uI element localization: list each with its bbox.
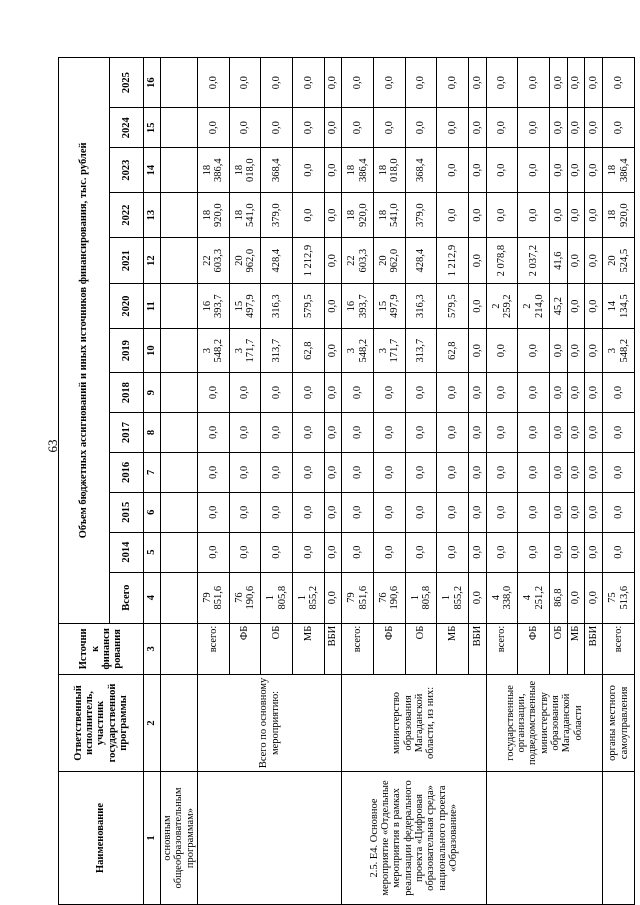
empty-cell <box>161 452 198 492</box>
funding-source-cell: ФБ <box>518 623 550 674</box>
amount-cell: 0,0 <box>486 492 518 532</box>
amount-cell: 0,0 <box>567 452 585 492</box>
amount-cell: 579,5 <box>437 284 469 329</box>
column-number: 14 <box>144 148 161 193</box>
amount-cell: 18 386,4 <box>197 148 229 193</box>
amount-cell: 0,0 <box>469 193 487 238</box>
amount-cell: 0,0 <box>550 108 568 148</box>
empty-cell <box>161 532 198 572</box>
amount-cell: 379,0 <box>405 193 437 238</box>
amount-cell: 0,0 <box>229 492 261 532</box>
amount-cell: 0,0 <box>469 284 487 329</box>
amount-cell: 0,0 <box>518 108 550 148</box>
amount-cell: 0,0 <box>229 58 261 108</box>
table-row <box>197 58 229 905</box>
amount-cell: 0,0 <box>261 108 293 148</box>
amount-cell: 0,0 <box>567 329 585 373</box>
amount-cell: 0,0 <box>518 58 550 108</box>
executor-cell: министерство образования Магаданской области, из них: <box>342 674 486 771</box>
table-header <box>59 58 161 905</box>
table-row <box>161 58 198 905</box>
amount-cell: 0,0 <box>324 329 342 373</box>
amount-cell: 0,0 <box>585 108 603 148</box>
amount-cell: 0,0 <box>261 58 293 108</box>
table-row <box>603 58 635 905</box>
funding-source-cell: ВБИ <box>585 623 603 674</box>
amount-cell: 20 962,0 <box>229 238 261 284</box>
amount-cell: 313,7 <box>405 329 437 373</box>
column-number: 15 <box>144 108 161 148</box>
measure-name-cell: 2.5. Е4. Основное мероприятие «Отдельные мероприятия в рамках реализации федерального проекта «Цифровая образовательная среда» национального проекта «Образование» <box>342 772 486 905</box>
amount-cell: 0,0 <box>293 58 325 108</box>
column-number: 4 <box>144 572 161 623</box>
amount-cell: 0,0 <box>261 492 293 532</box>
amount-cell: 316,3 <box>405 284 437 329</box>
amount-cell: 0,0 <box>518 492 550 532</box>
amount-cell: 0,0 <box>342 58 374 108</box>
amount-cell: 16 393,7 <box>342 284 374 329</box>
amount-cell: 0,0 <box>324 108 342 148</box>
amount-cell: 0,0 <box>197 492 229 532</box>
amount-cell: 0,0 <box>550 373 568 413</box>
amount-cell: 0,0 <box>293 452 325 492</box>
amount-cell: 0,0 <box>437 148 469 193</box>
amount-cell: 316,3 <box>261 284 293 329</box>
amount-cell: 0,0 <box>293 193 325 238</box>
amount-cell: 1 805,8 <box>261 572 293 623</box>
funding-source-cell: МБ <box>293 623 325 674</box>
amount-cell: 0,0 <box>261 532 293 572</box>
table-row <box>486 58 518 905</box>
amount-cell: 18 920,0 <box>197 193 229 238</box>
header-year: 2016 <box>110 452 144 492</box>
amount-cell: 0,0 <box>324 532 342 572</box>
table-body <box>161 58 635 905</box>
amount-cell: 18 018,0 <box>229 148 261 193</box>
header-year: 2024 <box>110 108 144 148</box>
amount-cell: 41,6 <box>550 238 568 284</box>
amount-cell: 0,0 <box>567 373 585 413</box>
amount-cell: 0,0 <box>567 193 585 238</box>
amount-cell: 2 037,2 <box>518 238 550 284</box>
amount-cell: 0,0 <box>324 413 342 453</box>
amount-cell: 0,0 <box>603 108 635 148</box>
amount-cell: 0,0 <box>437 373 469 413</box>
empty-cell <box>161 238 198 284</box>
amount-cell: 0,0 <box>197 452 229 492</box>
header-year: 2022 <box>110 193 144 238</box>
amount-cell: 62,8 <box>293 329 325 373</box>
amount-cell: 0,0 <box>374 492 406 532</box>
amount-cell: 0,0 <box>518 532 550 572</box>
header-year: Всего <box>110 572 144 623</box>
amount-cell: 368,4 <box>261 148 293 193</box>
empty-cell <box>161 284 198 329</box>
empty-cell <box>161 148 198 193</box>
amount-cell: 1 212,9 <box>437 238 469 284</box>
measure-name-cell: основным общеобразовательным программам» <box>161 772 198 905</box>
amount-cell: 0,0 <box>324 284 342 329</box>
amount-cell: 2 259,2 <box>486 284 518 329</box>
table-row <box>342 58 374 905</box>
empty-cell <box>161 572 198 623</box>
header-volume: Объем бюджетных ассигнований и иных источников финансирования, тыс. рублей <box>59 58 110 624</box>
amount-cell: 0,0 <box>324 452 342 492</box>
amount-cell: 0,0 <box>469 452 487 492</box>
amount-cell: 18 920,0 <box>342 193 374 238</box>
amount-cell: 18 386,4 <box>603 148 635 193</box>
amount-cell: 368,4 <box>405 148 437 193</box>
funding-source-cell: ФБ <box>229 623 261 674</box>
amount-cell: 0,0 <box>603 492 635 532</box>
funding-source-cell: ФБ <box>374 623 406 674</box>
amount-cell: 3 548,2 <box>603 329 635 373</box>
header-year: 2023 <box>110 148 144 193</box>
amount-cell: 0,0 <box>603 452 635 492</box>
amount-cell: 0,0 <box>324 373 342 413</box>
amount-cell: 0,0 <box>293 413 325 453</box>
rotated-page <box>58 0 635 905</box>
header-year: 2025 <box>110 58 144 108</box>
amount-cell: 0,0 <box>550 492 568 532</box>
amount-cell: 0,0 <box>437 413 469 453</box>
amount-cell: 0,0 <box>550 452 568 492</box>
executor-cell: Всего по основному мероприятию: <box>197 674 341 771</box>
amount-cell: 0,0 <box>585 452 603 492</box>
amount-cell: 3 171,7 <box>374 329 406 373</box>
amount-cell: 0,0 <box>469 58 487 108</box>
funding-source-cell: всего: <box>342 623 374 674</box>
amount-cell: 79 851,6 <box>342 572 374 623</box>
amount-cell: 0,0 <box>486 413 518 453</box>
amount-cell: 0,0 <box>293 492 325 532</box>
amount-cell: 0,0 <box>585 193 603 238</box>
executor-cell: органы местного самоуправления <box>603 674 635 771</box>
amount-cell: 0,0 <box>405 413 437 453</box>
amount-cell: 0,0 <box>374 58 406 108</box>
funding-source-cell: всего: <box>603 623 635 674</box>
amount-cell: 0,0 <box>469 572 487 623</box>
amount-cell: 20 524,5 <box>603 238 635 284</box>
header-year: 2015 <box>110 492 144 532</box>
amount-cell: 0,0 <box>518 452 550 492</box>
amount-cell: 18 018,0 <box>374 148 406 193</box>
amount-cell: 0,0 <box>603 532 635 572</box>
amount-cell: 0,0 <box>437 492 469 532</box>
amount-cell: 0,0 <box>486 452 518 492</box>
column-number: 12 <box>144 238 161 284</box>
amount-cell: 0,0 <box>405 58 437 108</box>
amount-cell: 0,0 <box>518 329 550 373</box>
amount-cell: 75 513,6 <box>603 572 635 623</box>
amount-cell: 0,0 <box>550 532 568 572</box>
amount-cell: 1 805,8 <box>405 572 437 623</box>
funding-source-cell: всего: <box>486 623 518 674</box>
amount-cell: 0,0 <box>229 413 261 453</box>
financing-table <box>58 57 635 905</box>
amount-cell: 1 212,9 <box>293 238 325 284</box>
amount-cell: 0,0 <box>585 238 603 284</box>
amount-cell: 0,0 <box>486 108 518 148</box>
amount-cell: 0,0 <box>197 58 229 108</box>
empty-cell <box>161 373 198 413</box>
amount-cell: 0,0 <box>405 532 437 572</box>
amount-cell: 0,0 <box>518 148 550 193</box>
amount-cell: 0,0 <box>261 373 293 413</box>
column-number: 16 <box>144 58 161 108</box>
amount-cell: 0,0 <box>486 148 518 193</box>
amount-cell: 0,0 <box>550 329 568 373</box>
amount-cell: 18 386,4 <box>342 148 374 193</box>
column-number: 3 <box>144 623 161 674</box>
header-executor: Ответственный исполнитель, участник государственной программы <box>59 674 144 771</box>
column-number: 9 <box>144 373 161 413</box>
column-number: 10 <box>144 329 161 373</box>
rotated-table-wrapper <box>58 57 635 905</box>
amount-cell: 0,0 <box>469 373 487 413</box>
amount-cell: 0,0 <box>293 108 325 148</box>
amount-cell: 2 214,0 <box>518 284 550 329</box>
amount-cell: 76 190,6 <box>229 572 261 623</box>
amount-cell: 0,0 <box>229 108 261 148</box>
amount-cell: 0,0 <box>374 413 406 453</box>
amount-cell: 313,7 <box>261 329 293 373</box>
amount-cell: 18 541,0 <box>374 193 406 238</box>
amount-cell: 4 251,2 <box>518 572 550 623</box>
empty-cell <box>161 492 198 532</box>
funding-source-cell: ОБ <box>261 623 293 674</box>
amount-cell: 0,0 <box>293 148 325 193</box>
amount-cell: 0,0 <box>486 329 518 373</box>
amount-cell: 3 548,2 <box>342 329 374 373</box>
amount-cell: 0,0 <box>469 238 487 284</box>
amount-cell: 22 603,3 <box>342 238 374 284</box>
amount-cell: 0,0 <box>585 58 603 108</box>
amount-cell: 0,0 <box>585 492 603 532</box>
amount-cell: 0,0 <box>469 148 487 193</box>
amount-cell: 0,0 <box>567 58 585 108</box>
amount-cell: 0,0 <box>437 108 469 148</box>
amount-cell: 0,0 <box>469 108 487 148</box>
amount-cell: 45,2 <box>550 284 568 329</box>
amount-cell: 0,0 <box>342 373 374 413</box>
amount-cell: 0,0 <box>585 413 603 453</box>
funding-source-cell: МБ <box>567 623 585 674</box>
amount-cell: 16 393,7 <box>197 284 229 329</box>
amount-cell: 0,0 <box>518 413 550 453</box>
amount-cell: 0,0 <box>405 373 437 413</box>
funding-source-cell: всего: <box>197 623 229 674</box>
amount-cell: 428,4 <box>405 238 437 284</box>
amount-cell: 0,0 <box>518 373 550 413</box>
header-year: 2017 <box>110 413 144 453</box>
amount-cell: 579,5 <box>293 284 325 329</box>
amount-cell: 0,0 <box>374 452 406 492</box>
amount-cell: 0,0 <box>567 238 585 284</box>
column-number: 2 <box>144 674 161 771</box>
amount-cell: 2 078,8 <box>486 238 518 284</box>
amount-cell: 0,0 <box>342 413 374 453</box>
amount-cell: 0,0 <box>486 58 518 108</box>
amount-cell: 0,0 <box>342 532 374 572</box>
amount-cell: 0,0 <box>374 373 406 413</box>
page-number: 63 <box>45 439 60 453</box>
amount-cell: 0,0 <box>405 452 437 492</box>
amount-cell: 0,0 <box>229 532 261 572</box>
amount-cell: 15 497,9 <box>229 284 261 329</box>
amount-cell: 0,0 <box>603 413 635 453</box>
amount-cell: 0,0 <box>261 452 293 492</box>
amount-cell: 1 855,2 <box>437 572 469 623</box>
amount-cell: 0,0 <box>567 108 585 148</box>
amount-cell: 0,0 <box>437 532 469 572</box>
column-number: 8 <box>144 413 161 453</box>
empty-cell <box>161 193 198 238</box>
amount-cell: 0,0 <box>518 193 550 238</box>
amount-cell: 76 190,6 <box>374 572 406 623</box>
amount-cell: 428,4 <box>261 238 293 284</box>
amount-cell: 0,0 <box>324 572 342 623</box>
amount-cell: 0,0 <box>342 492 374 532</box>
amount-cell: 1 855,2 <box>293 572 325 623</box>
amount-cell: 0,0 <box>603 373 635 413</box>
amount-cell: 0,0 <box>486 193 518 238</box>
amount-cell: 0,0 <box>197 108 229 148</box>
amount-cell: 0,0 <box>324 148 342 193</box>
amount-cell: 0,0 <box>437 58 469 108</box>
header-year: 2014 <box>110 532 144 572</box>
amount-cell: 0,0 <box>293 373 325 413</box>
amount-cell: 0,0 <box>469 413 487 453</box>
header-year: 2019 <box>110 329 144 373</box>
amount-cell: 0,0 <box>567 413 585 453</box>
amount-cell: 0,0 <box>293 532 325 572</box>
amount-cell: 0,0 <box>197 413 229 453</box>
amount-cell: 0,0 <box>437 193 469 238</box>
amount-cell: 0,0 <box>603 58 635 108</box>
amount-cell: 15 497,9 <box>374 284 406 329</box>
amount-cell: 0,0 <box>197 373 229 413</box>
column-number: 6 <box>144 492 161 532</box>
funding-source-cell: ОБ <box>550 623 568 674</box>
empty-cell <box>161 329 198 373</box>
column-number: 11 <box>144 284 161 329</box>
amount-cell: 0,0 <box>486 373 518 413</box>
amount-cell: 0,0 <box>585 373 603 413</box>
funding-source-cell: ВБИ <box>324 623 342 674</box>
amount-cell: 0,0 <box>585 284 603 329</box>
header-year: 2021 <box>110 238 144 284</box>
amount-cell: 0,0 <box>585 148 603 193</box>
funding-source-cell: ОБ <box>405 623 437 674</box>
amount-cell: 0,0 <box>550 193 568 238</box>
funding-source-cell: ВБИ <box>469 623 487 674</box>
amount-cell: 0,0 <box>405 108 437 148</box>
amount-cell: 0,0 <box>374 108 406 148</box>
amount-cell: 0,0 <box>342 452 374 492</box>
amount-cell: 0,0 <box>567 572 585 623</box>
amount-cell: 0,0 <box>550 58 568 108</box>
amount-cell: 0,0 <box>324 238 342 284</box>
empty-cell <box>161 58 198 108</box>
measure-name-cell <box>486 772 602 905</box>
amount-cell: 0,0 <box>405 492 437 532</box>
measure-name-cell <box>603 772 635 905</box>
amount-cell: 0,0 <box>567 148 585 193</box>
amount-cell: 0,0 <box>324 193 342 238</box>
amount-cell: 0,0 <box>550 148 568 193</box>
amount-cell: 14 134,5 <box>603 284 635 329</box>
amount-cell: 0,0 <box>469 329 487 373</box>
executor-cell <box>161 674 198 771</box>
header-name: Наименование <box>59 772 144 905</box>
amount-cell: 62,8 <box>437 329 469 373</box>
empty-cell <box>161 108 198 148</box>
amount-cell: 0,0 <box>567 492 585 532</box>
amount-cell: 20 962,0 <box>374 238 406 284</box>
amount-cell: 0,0 <box>567 532 585 572</box>
amount-cell: 18 541,0 <box>229 193 261 238</box>
amount-cell: 0,0 <box>229 373 261 413</box>
empty-cell <box>161 623 198 674</box>
column-number: 1 <box>144 772 161 905</box>
amount-cell: 3 171,7 <box>229 329 261 373</box>
amount-cell: 0,0 <box>550 413 568 453</box>
amount-cell: 0,0 <box>469 492 487 532</box>
column-number: 7 <box>144 452 161 492</box>
amount-cell: 0,0 <box>437 452 469 492</box>
amount-cell: 22 603,3 <box>197 238 229 284</box>
measure-name-cell <box>197 772 341 905</box>
column-number: 13 <box>144 193 161 238</box>
amount-cell: 0,0 <box>324 58 342 108</box>
empty-cell <box>161 413 198 453</box>
header-source: Источник финансирования <box>59 623 144 674</box>
amount-cell: 86,8 <box>550 572 568 623</box>
amount-cell: 0,0 <box>585 329 603 373</box>
executor-cell: государственные организации, подведомственные министерству образования Магаданской области <box>486 674 602 771</box>
amount-cell: 4 338,0 <box>486 572 518 623</box>
amount-cell: 0,0 <box>197 532 229 572</box>
amount-cell: 0,0 <box>229 452 261 492</box>
column-number: 5 <box>144 532 161 572</box>
amount-cell: 0,0 <box>486 532 518 572</box>
header-year: 2020 <box>110 284 144 329</box>
amount-cell: 0,0 <box>342 108 374 148</box>
header-year: 2018 <box>110 373 144 413</box>
amount-cell: 0,0 <box>374 532 406 572</box>
amount-cell: 0,0 <box>585 532 603 572</box>
amount-cell: 0,0 <box>567 284 585 329</box>
amount-cell: 18 920,0 <box>603 193 635 238</box>
amount-cell: 0,0 <box>469 532 487 572</box>
funding-source-cell: МБ <box>437 623 469 674</box>
amount-cell: 3 548,2 <box>197 329 229 373</box>
amount-cell: 0,0 <box>324 492 342 532</box>
amount-cell: 379,0 <box>261 193 293 238</box>
amount-cell: 0,0 <box>261 413 293 453</box>
amount-cell: 0,0 <box>585 572 603 623</box>
amount-cell: 79 851,6 <box>197 572 229 623</box>
